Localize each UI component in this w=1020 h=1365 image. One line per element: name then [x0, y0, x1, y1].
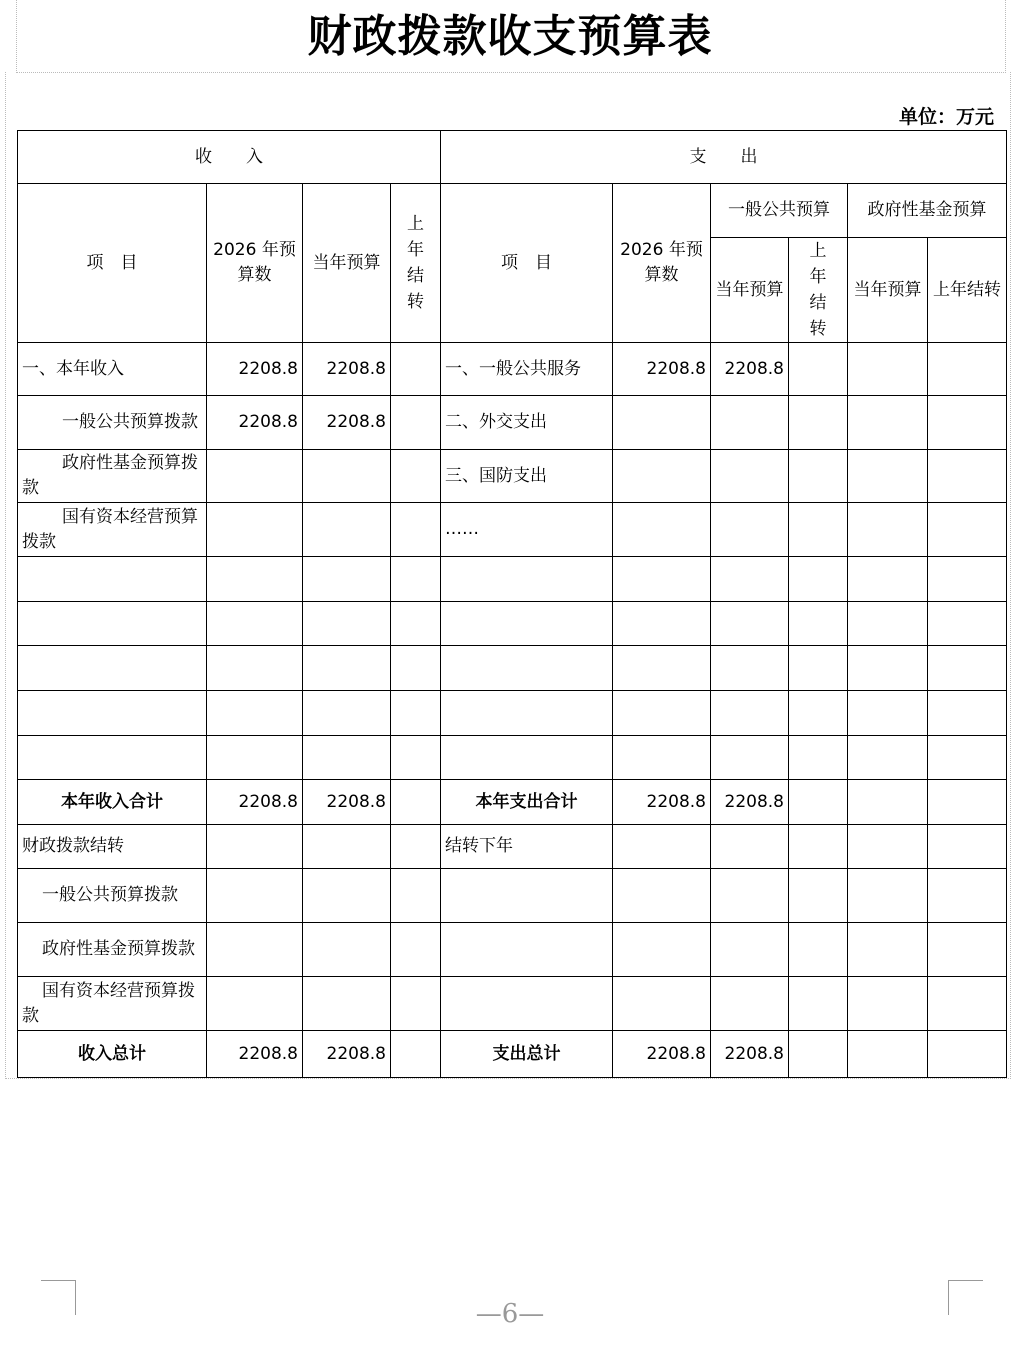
- income-prior: [391, 343, 441, 396]
- income-prior-header: 上年结转: [391, 184, 441, 343]
- income-2026: 2208.8: [207, 343, 303, 396]
- carry-item: 一般公共预算拨款: [18, 869, 207, 923]
- income-2026-header: 2026 年预算数: [207, 184, 303, 343]
- income-prior: [391, 503, 441, 557]
- income-year-total-2026: 2208.8: [207, 780, 303, 825]
- expense-gp-prior: [789, 396, 848, 450]
- expense-gf-current: [848, 450, 928, 503]
- expense-gf-prior: [928, 396, 1007, 450]
- expense-2026: 2208.8: [613, 343, 711, 396]
- income-prior: [391, 450, 441, 503]
- expense-item: 三、国防支出: [441, 450, 613, 503]
- expense-gf-current: [848, 343, 928, 396]
- income-current: [303, 503, 391, 557]
- carry-item: 国有资本经营预算拨款: [18, 977, 207, 1031]
- income-header: 收 入: [18, 131, 441, 184]
- empty-row: [18, 691, 1007, 736]
- expense-year-total-gp-current: 2208.8: [711, 780, 789, 825]
- income-current-header: 当年预算: [303, 184, 391, 343]
- expense-gf-prior: [928, 343, 1007, 396]
- expense-gp-prior: [789, 503, 848, 557]
- expense-item: 二、外交支出: [441, 396, 613, 450]
- income-item-header: 项 目: [18, 184, 207, 343]
- income-grand-total-label: 收入总计: [18, 1031, 207, 1078]
- income-item: 一般公共预算拨款: [18, 396, 207, 450]
- budget-table: [17, 130, 1007, 1078]
- empty-row: [18, 602, 1007, 646]
- carry-detail-row: [18, 923, 1007, 977]
- income-current: [303, 450, 391, 503]
- empty-row: [18, 736, 1007, 780]
- expense-item-header: 项 目: [441, 184, 613, 343]
- expense-gp-current: 2208.8: [711, 343, 789, 396]
- expense-gp-prior: [789, 450, 848, 503]
- expense-grand-total-label: 支出总计: [441, 1031, 613, 1078]
- grand-total-row: [18, 1031, 1007, 1078]
- expense-2026-header: 2026 年预算数: [613, 184, 711, 343]
- year-total-row: [18, 780, 1007, 825]
- table-row: [18, 396, 1007, 450]
- expense-gp-current: [711, 396, 789, 450]
- table-row: [18, 450, 1007, 503]
- expense-year-total-2026: 2208.8: [613, 780, 711, 825]
- income-current: 2208.8: [303, 343, 391, 396]
- income-grand-total-2026: 2208.8: [207, 1031, 303, 1078]
- unit-label: 单位：万元: [898, 106, 994, 128]
- table-row: [18, 343, 1007, 396]
- expense-gp-current: [711, 503, 789, 557]
- empty-row: [18, 557, 1007, 602]
- income-item: 国有资本经营预算拨款: [18, 503, 207, 557]
- income-current: 2208.8: [303, 396, 391, 450]
- income-grand-total-current: 2208.8: [303, 1031, 391, 1078]
- income-item: 一、本年收入: [18, 343, 207, 396]
- expense-2026: [613, 450, 711, 503]
- expense-gf-current: [848, 396, 928, 450]
- expense-gp-current: [711, 450, 789, 503]
- expense-grand-total-gp-current: 2208.8: [711, 1031, 789, 1078]
- gf-prior-header: 上年结转: [928, 238, 1007, 343]
- gf-current-header: 当年预算: [848, 238, 928, 343]
- expense-header: 支 出: [441, 131, 1007, 184]
- income-2026: [207, 503, 303, 557]
- carry-item: 政府性基金预算拨款: [18, 923, 207, 977]
- gp-prior-header: 上年结转: [789, 238, 848, 343]
- carry-detail-row: [18, 869, 1007, 923]
- expense-gf-prior: [928, 503, 1007, 557]
- expense-item: ……: [441, 503, 613, 557]
- table-row: [18, 503, 1007, 557]
- income-prior: [391, 396, 441, 450]
- expense-year-total-label: 本年支出合计: [441, 780, 613, 825]
- expense-carry-label: 结转下年: [441, 825, 613, 869]
- expense-grand-total-2026: 2208.8: [613, 1031, 711, 1078]
- carry-row: [18, 825, 1007, 869]
- expense-2026: [613, 396, 711, 450]
- income-2026: [207, 450, 303, 503]
- expense-item: 一、一般公共服务: [441, 343, 613, 396]
- empty-row: [18, 646, 1007, 691]
- income-item: 政府性基金预算拨款: [18, 450, 207, 503]
- gov-fund-header: 政府性基金预算: [848, 184, 1007, 238]
- expense-2026: [613, 503, 711, 557]
- income-carry-label: 财政拨款结转: [18, 825, 207, 869]
- page-number: —6—: [475, 1299, 545, 1329]
- income-2026: 2208.8: [207, 396, 303, 450]
- expense-gf-current: [848, 503, 928, 557]
- expense-gf-prior: [928, 450, 1007, 503]
- page-title: 财政拨款收支预算表: [307, 11, 713, 62]
- expense-gp-prior: [789, 343, 848, 396]
- income-year-total-current: 2208.8: [303, 780, 391, 825]
- gp-current-header: 当年预算: [711, 238, 789, 343]
- carry-detail-row: [18, 977, 1007, 1031]
- general-public-header: 一般公共预算: [711, 184, 848, 238]
- income-year-total-label: 本年收入合计: [18, 780, 207, 825]
